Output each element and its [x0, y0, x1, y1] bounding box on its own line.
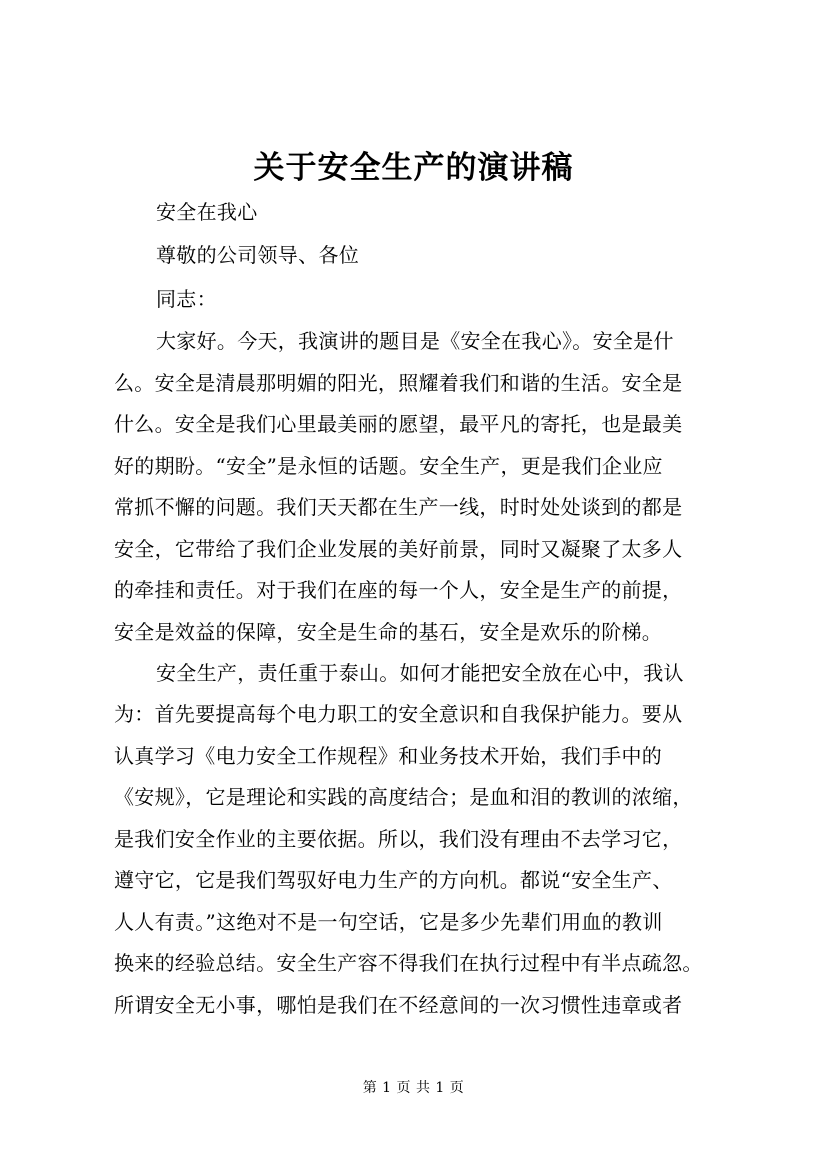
paragraph-line: 是我们安全作业的主要依据。所以，我们没有理由不去学习它， [114, 827, 683, 851]
paragraph-line: 安全是效益的保障，安全是生命的基石，安全是欢乐的阶梯。 [114, 620, 663, 644]
subtitle: 安全在我心 [156, 200, 258, 224]
paragraph-line: 所谓安全无小事，哪怕是我们在不经意间的一次习惯性违章或者 [114, 993, 683, 1017]
paragraph-line: 安全生产，责任重于泰山。如何才能把安全放在心中，我认 [156, 661, 684, 685]
page-title: 关于安全生产的演讲稿 [253, 150, 574, 186]
paragraph-line: 大家好。今天，我演讲的题目是《安全在我心》。安全是什 [156, 329, 674, 353]
salutation-line-1: 尊敬的公司领导、各位 [156, 243, 359, 267]
paragraph-line: 为：首先要提高每个电力职工的安全意识和自我保护能力。要从 [114, 702, 683, 726]
page-number-footer: 第 1 页 共 1 页 [362, 1080, 465, 1096]
paragraph-line: 好的期盼。“安全”是永恒的话题。安全生产，更是我们企业应 [114, 454, 663, 478]
paragraph-line: 安全，它带给了我们企业发展的美好前景，同时又凝聚了太多人 [114, 537, 683, 561]
paragraph-line: 的牵挂和责任。对于我们在座的每一个人，安全是生产的前提， [114, 578, 683, 602]
paragraph-line: 人人有责。”这绝对不是一句空话，它是多少先辈们用血的教训 [114, 910, 663, 934]
paragraph-line: 遵守它，它是我们驾驭好电力生产的方向机。都说“安全生产、 [114, 868, 673, 892]
paragraph-line: 认真学习《电力安全工作规程》和业务技术开始，我们手中的 [114, 744, 663, 768]
paragraph-line: 么。安全是清晨那明媚的阳光，照耀着我们和谐的生活。安全是 [114, 371, 683, 395]
paragraph-line: 什么。安全是我们心里最美丽的愿望，最平凡的寄托，也是最美 [114, 412, 683, 436]
salutation-line-2: 同志： [156, 287, 217, 311]
paragraph-line: 换来的经验总结。安全生产容不得我们在执行过程中有半点疏忽。 [114, 951, 703, 975]
paragraph-line: 常抓不懈的问题。我们天天都在生产一线，时时处处谈到的都是 [114, 495, 683, 519]
paragraph-line: 《安规》，它是理论和实践的高度结合；是血和泪的教训的浓缩， [114, 785, 693, 809]
